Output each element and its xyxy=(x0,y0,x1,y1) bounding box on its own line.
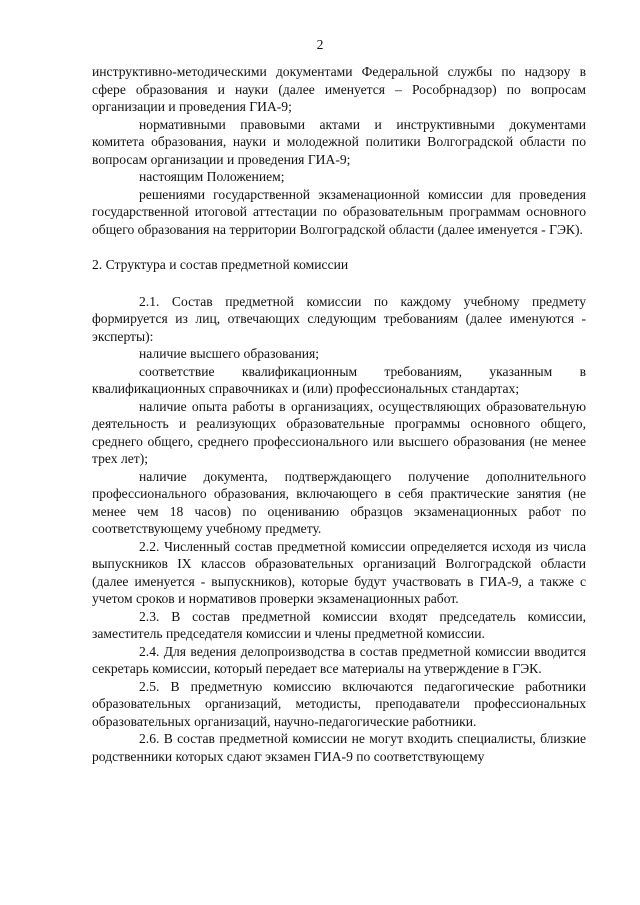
clause-2-1: 2.1. Состав предметной комиссии по каждому учебному предмету формируется из лиц, отвечающих следующим требованиям (далее именуются - эксперты): xyxy=(92,293,586,344)
requirement-experience: наличие опыта работы в организациях, осуществляющих образовательную деятельность и реализующих образовательные программы основного общего, среднего общего, среднего профессионального или высшего образования (не менее трех лет); xyxy=(92,398,586,466)
clause-2-4: 2.4. Для ведения делопроизводства в состав предметной комиссии вводится секретарь комиссии, который передает все материалы на утверждение в ГЭК. xyxy=(92,643,586,676)
requirement-qualification: соответствие квалификационным требованиям, указанным в квалификационных справочниках и (или) профессиональных стандартах; xyxy=(92,363,586,396)
intro-paragraph-3: настоящим Положением; xyxy=(139,169,285,184)
clause-2-6: 2.6. В состав предметной комиссии не могут входить специалисты, близкие родственники которых сдают экзамен ГИА-9 по соответствующему xyxy=(92,731,586,764)
clause-2-3: 2.3. В состав предметной комиссии входят председатель комиссии, заместитель председателя комиссии и члены предметной комиссии. xyxy=(92,608,586,641)
requirement-higher-education: наличие высшего образования; xyxy=(139,346,320,361)
requirement-training: наличие документа, подтверждающего получение дополнительного профессионального образования, включающего в себя практические занятия (не менее чем 18 часов) по оцениванию образцов экзаменационных работ по соответствующему учебному предмету. xyxy=(92,468,586,536)
intro-paragraph-1: инструктивно-методическими документами Федеральной службы по надзору в сфере образования и науки (далее именуется – Рособрнадзор) по вопросам организации и проведения ГИА-9; xyxy=(92,64,586,114)
clause-2-2: 2.2. Численный состав предметной комиссии определяется исходя из числа выпускников IX классов образовательных организаций Волгоградской области (далее именуется - выпускников), которые будут участвовать в ГИА-9, а также с учетом сроков и нормативов проверки экзаменационных работ. xyxy=(92,538,586,606)
page-number: 2 xyxy=(316,37,324,52)
clause-2-5: 2.5. В предметную комиссию включаются педагогические работники образовательных организаций, методисты, преподаватели профессиональных образовательных организаций, научно-педагогические работники. xyxy=(92,678,586,729)
section-heading: 2. Структура и состав предметной комиссии xyxy=(92,257,349,272)
document-body xyxy=(92,63,586,765)
intro-paragraph-4: решениями государственной экзаменационной комиссии для проведения государственной итоговой аттестации по образовательным программам основного общего образования на территории Волгоградской области (далее именуется - ГЭК). xyxy=(92,186,586,237)
intro-paragraph-2: нормативными правовыми актами и инструктивными документами комитета образования, науки и молодежной политики Волгоградской области по вопросам организации и проведения ГИА-9; xyxy=(92,116,586,167)
